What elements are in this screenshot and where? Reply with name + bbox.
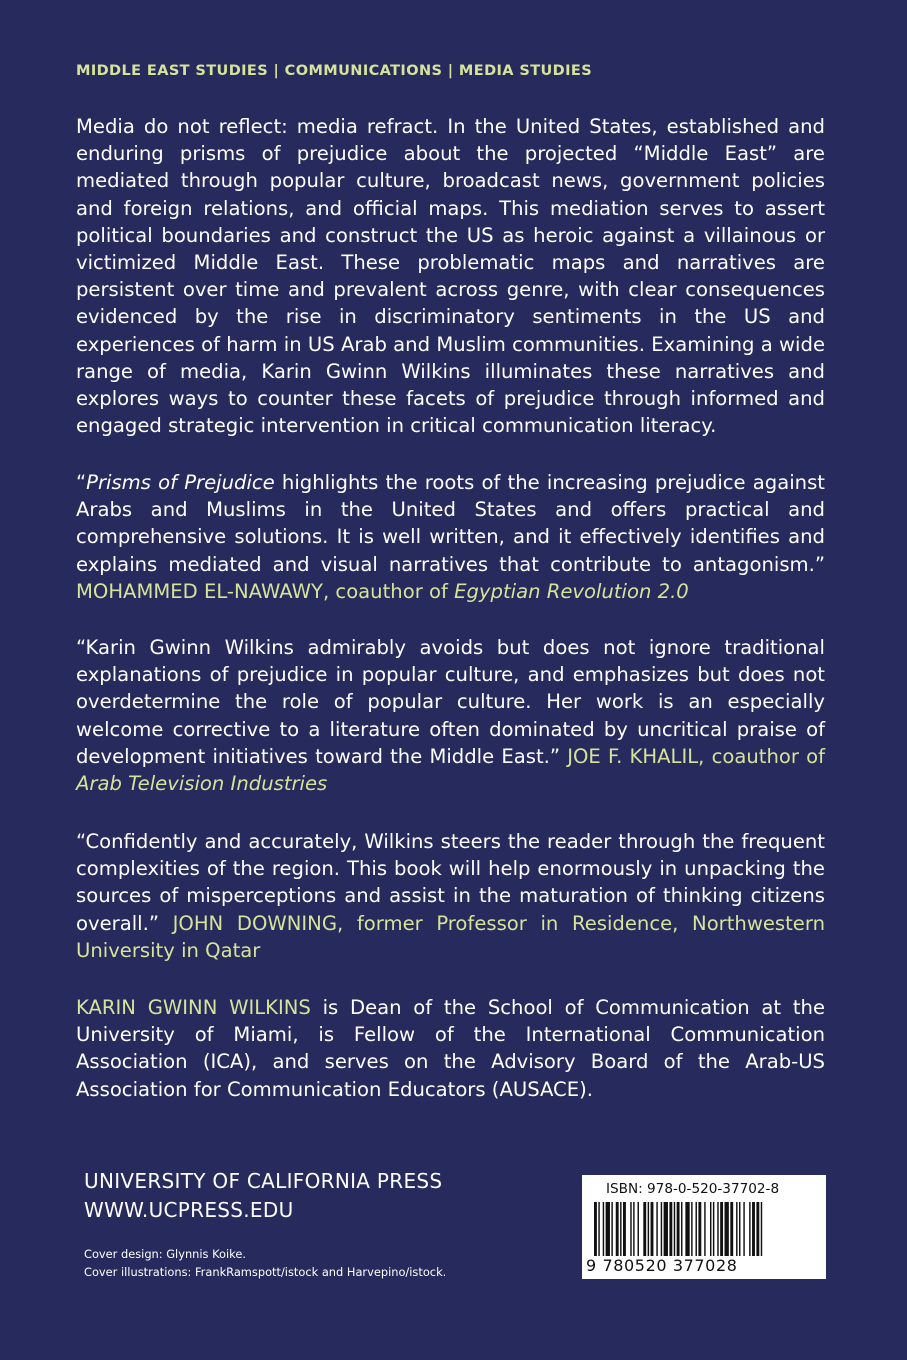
blurb-author-work: Egyptian Revolution 2.0 — [454, 579, 689, 603]
blurb-text: “Karin Gwinn Wilkins admirably avoids but does not ignore traditional explanations of prejudice in popular culture, and emphasizes but does not overdetermine the role of popular culture. Her work is an especially welcome corrective to a literature often dominated by uncritical praise of development initiatives toward the Middle East.” — [76, 636, 825, 768]
blurb-text: “Confidently and accurately, Wilkins steers the reader through the frequent complexities of the region. This book will help enormously in unpacking the sources of misperceptions and assist in the maturation of thinking citizens overall.” — [76, 830, 825, 935]
publisher-block — [84, 1167, 442, 1225]
cover-illustration-credit: Cover illustrations: FrankRamspott/istock and Harvepino/istock. — [84, 1265, 447, 1279]
blurb-author: JOHN DOWNING, former Professor in Residence, Northwestern University in Qatar — [76, 911, 825, 962]
blurb-author-work: Arab Television Industries — [76, 772, 328, 796]
subject-categories: MIDDLE EAST STUDIES | COMMUNICATIONS | MEDIA STUDIES — [76, 63, 593, 79]
isbn-label: ISBN: 978-0-520-37702-8 — [606, 1181, 780, 1197]
blurb-downing — [76, 828, 825, 964]
quote-open-mark: “ — [76, 471, 87, 494]
publisher-url[interactable]: WWW.UCPRESS.EDU — [84, 1198, 294, 1222]
blurb-author: JOE F. KHALIL, — [567, 744, 705, 768]
blurb-author: MOHAMMED EL-NAWAWY, — [76, 579, 330, 603]
barcode-digits: 9 780520 377028 — [586, 1256, 738, 1275]
cover-credits — [84, 1245, 446, 1281]
publisher-name: UNIVERSITY OF CALIFORNIA PRESS — [84, 1169, 443, 1193]
book-description: Media do not reflect: media refract. In the United States, established and enduring prisms of prejudice about the projected “Middle East” are mediated through popular culture, broadcast news, government policies and foreign relations, and official maps. This mediation serves to assert political boundaries and construct the US as heroic against a villainous or victimized Middle East. These problematic maps and narratives are persistent over time and prevalent across genre, with clear consequences evidenced by the rise in discriminatory sentiments in the US and experiences of harm in US Arab and Muslim communities. Examining a wide range of media, Karin Gwinn Wilkins illuminates these narratives and explores ways to counter these facets of prejudice through informed and engaged strategic intervention in critical communication literacy. — [76, 115, 825, 438]
barcode-bars — [594, 1202, 814, 1256]
blurb-el-nawawy — [76, 469, 825, 605]
author-bio-text: is Dean of the School of Communication at the University of Miami, is Fellow of the International Communication Association (ICA), and serves on the Advisory Board of the Arab-US Association for Communication Educators (AUSACE). — [76, 996, 825, 1101]
blurb-khalil — [76, 634, 825, 797]
author-name: KARIN GWINN WILKINS — [76, 996, 311, 1019]
quoted-book-title: Prisms of Prejudice — [86, 471, 275, 494]
blurb-author-role: coauthor of — [704, 744, 825, 768]
blurb-author-role: coauthor of — [329, 579, 455, 603]
isbn-barcode — [582, 1175, 826, 1279]
blurb-text: highlights the roots of the increasing prejudice against Arabs and Muslims in the United States and offers practical and comprehensive solutions. It is well written, and it effectively identifies and explains mediated and visual narratives that contribute to antagonism.” — [76, 471, 825, 576]
cover-design-credit: Cover design: Glynnis Koike. — [84, 1247, 246, 1261]
author-bio — [76, 994, 825, 1103]
